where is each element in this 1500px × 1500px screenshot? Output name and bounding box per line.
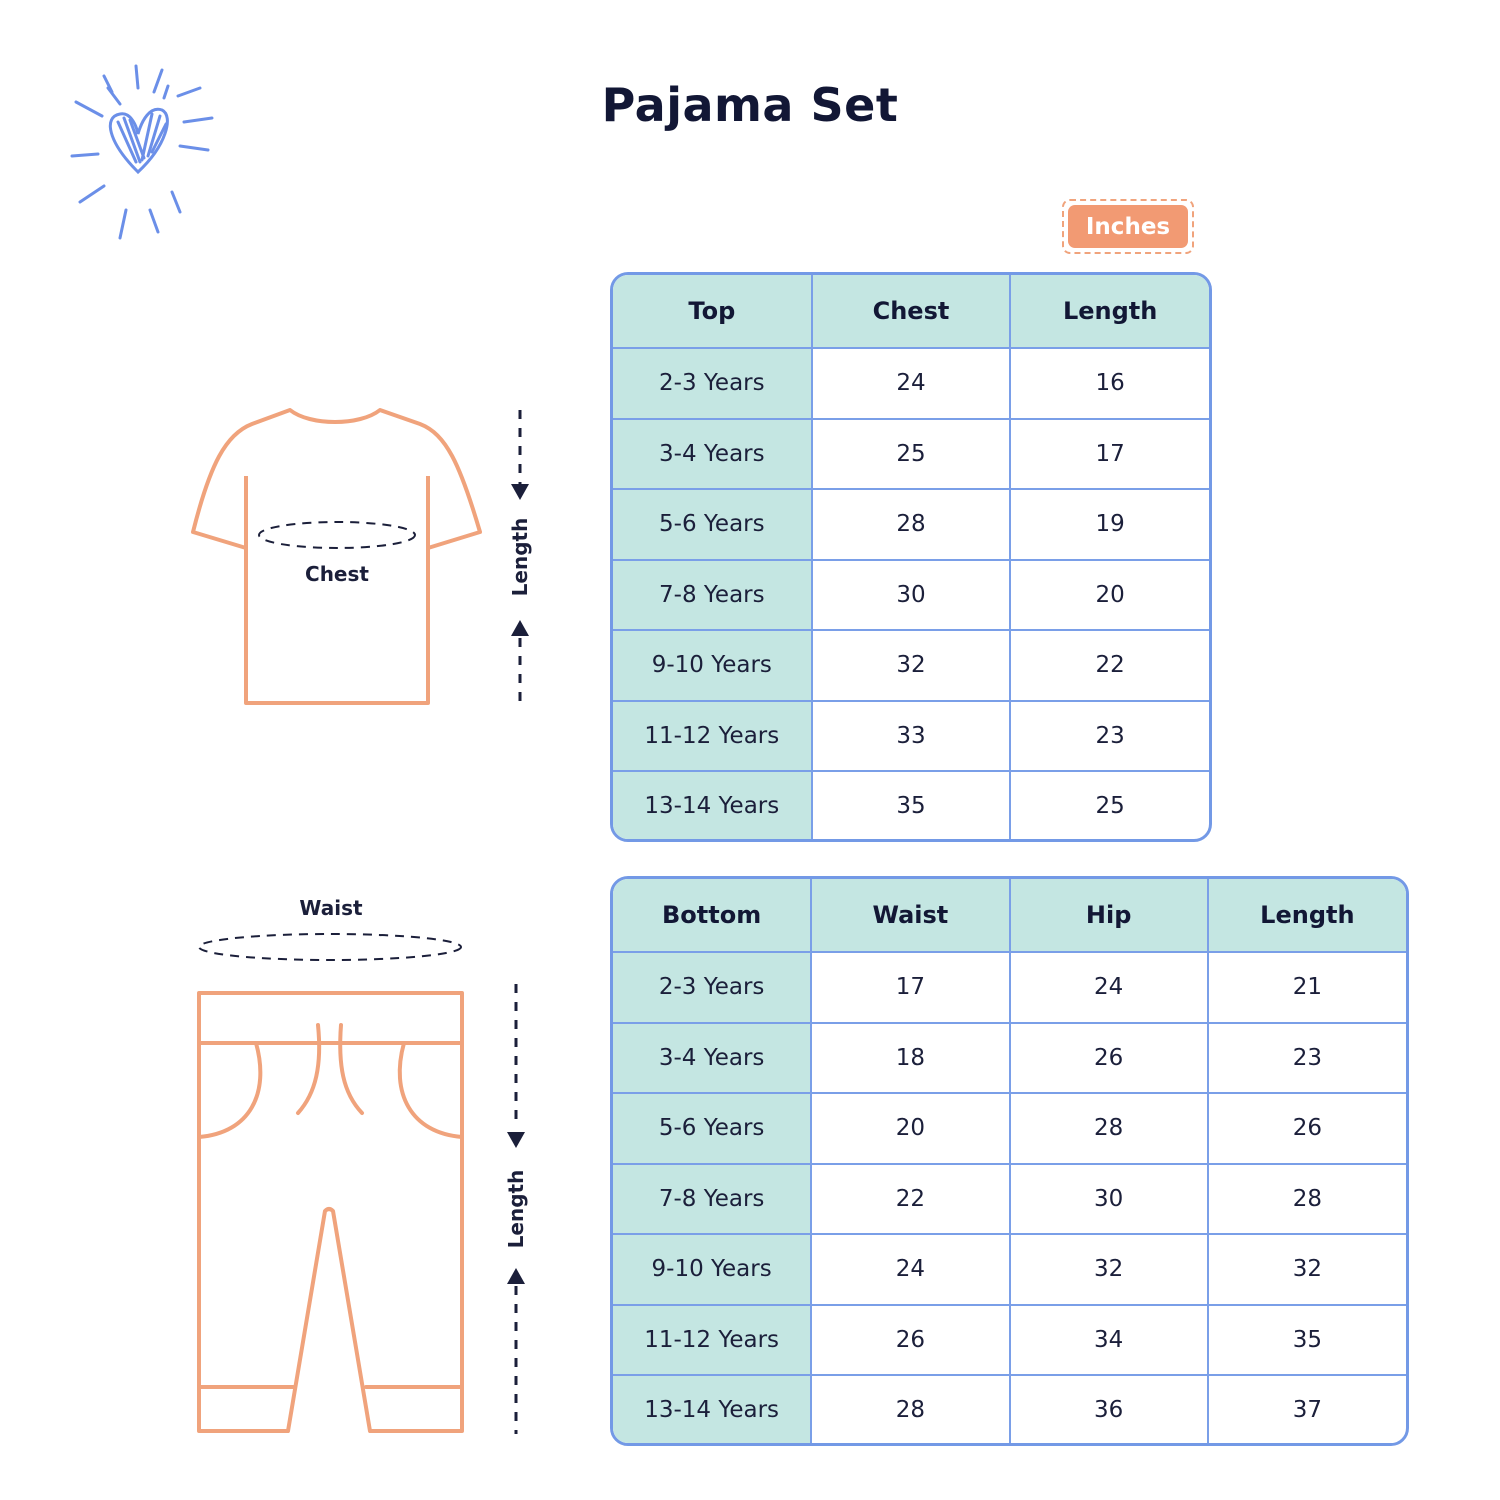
table-row <box>613 771 1209 839</box>
age-cell: 3-4 Years <box>613 419 812 490</box>
value-cell: 32 <box>1208 1234 1406 1305</box>
value-cell: 32 <box>1010 1234 1208 1305</box>
value-cell: 24 <box>1010 952 1208 1023</box>
table-row <box>613 348 1209 419</box>
value-cell: 17 <box>811 952 1009 1023</box>
top-size-table <box>610 272 1212 842</box>
value-cell: 20 <box>1010 560 1209 631</box>
header-cell: Hip <box>1010 879 1208 952</box>
table-row <box>613 1093 1406 1164</box>
table-row <box>613 952 1406 1023</box>
value-cell: 22 <box>811 1164 1009 1235</box>
bottom-size-table <box>610 876 1409 1446</box>
age-cell: 9-10 Years <box>613 1234 811 1305</box>
value-cell: 22 <box>1010 630 1209 701</box>
top-length-label: Length <box>508 517 532 597</box>
value-cell: 26 <box>1010 1023 1208 1094</box>
value-cell: 20 <box>811 1093 1009 1164</box>
header-cell: Top <box>613 275 812 348</box>
value-cell: 23 <box>1208 1023 1406 1094</box>
table-row <box>613 701 1209 772</box>
table-row <box>613 419 1209 490</box>
waist-measure-ellipse <box>195 930 467 966</box>
table-row <box>613 560 1209 631</box>
value-cell: 23 <box>1010 701 1209 772</box>
value-cell: 24 <box>811 1234 1009 1305</box>
value-cell: 21 <box>1208 952 1406 1023</box>
value-cell: 34 <box>1010 1305 1208 1376</box>
table-row <box>613 1164 1406 1235</box>
value-cell: 28 <box>812 489 1011 560</box>
value-cell: 30 <box>812 560 1011 631</box>
unit-badge <box>1062 199 1194 254</box>
value-cell: 28 <box>1010 1093 1208 1164</box>
table-row <box>613 1305 1406 1376</box>
age-cell: 3-4 Years <box>613 1023 811 1094</box>
value-cell: 24 <box>812 348 1011 419</box>
age-cell: 5-6 Years <box>613 489 812 560</box>
age-cell: 13-14 Years <box>613 1375 811 1443</box>
value-cell: 32 <box>812 630 1011 701</box>
chest-measure-ellipse <box>255 518 420 554</box>
age-cell: 9-10 Years <box>613 630 812 701</box>
header-cell: Length <box>1010 275 1209 348</box>
value-cell: 17 <box>1010 419 1209 490</box>
value-cell: 28 <box>1208 1164 1406 1235</box>
value-cell: 25 <box>1010 771 1209 839</box>
table-row <box>613 630 1209 701</box>
value-cell: 28 <box>811 1375 1009 1443</box>
value-cell: 30 <box>1010 1164 1208 1235</box>
table-header-row <box>613 275 1209 348</box>
bottom-length-label: Length <box>504 1169 528 1249</box>
header-cell: Bottom <box>613 879 811 952</box>
page-title: Pajama Set <box>601 78 899 132</box>
value-cell: 16 <box>1010 348 1209 419</box>
value-cell: 26 <box>811 1305 1009 1376</box>
table-row <box>613 1234 1406 1305</box>
pants-icon <box>190 985 475 1440</box>
tshirt-icon <box>180 400 500 720</box>
age-cell: 7-8 Years <box>613 1164 811 1235</box>
value-cell: 25 <box>812 419 1011 490</box>
value-cell: 26 <box>1208 1093 1406 1164</box>
age-cell: 7-8 Years <box>613 560 812 631</box>
value-cell: 18 <box>811 1023 1009 1094</box>
table-row <box>613 1023 1406 1094</box>
age-cell: 2-3 Years <box>613 348 812 419</box>
header-cell: Chest <box>812 275 1011 348</box>
value-cell: 37 <box>1208 1375 1406 1443</box>
age-cell: 11-12 Years <box>613 1305 811 1376</box>
table-row <box>613 489 1209 560</box>
value-cell: 33 <box>812 701 1011 772</box>
age-cell: 5-6 Years <box>613 1093 811 1164</box>
waist-label: Waist <box>299 896 363 920</box>
value-cell: 35 <box>1208 1305 1406 1376</box>
table-row <box>613 1375 1406 1443</box>
age-cell: 11-12 Years <box>613 701 812 772</box>
unit-badge-label: Inches <box>1068 205 1188 248</box>
age-cell: 2-3 Years <box>613 952 811 1023</box>
table-header-row <box>613 879 1406 952</box>
header-cell: Length <box>1208 879 1406 952</box>
header-cell: Waist <box>811 879 1009 952</box>
age-cell: 13-14 Years <box>613 771 812 839</box>
value-cell: 36 <box>1010 1375 1208 1443</box>
value-cell: 19 <box>1010 489 1209 560</box>
value-cell: 35 <box>812 771 1011 839</box>
chest-label: Chest <box>305 562 369 586</box>
